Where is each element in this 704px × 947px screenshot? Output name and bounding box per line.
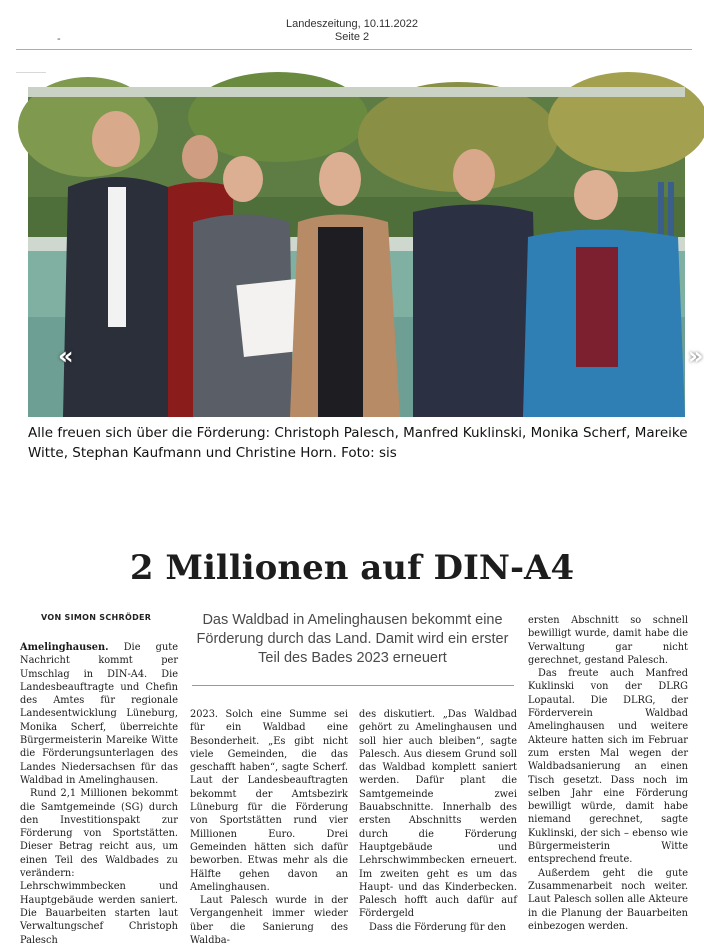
photo-caption: Alle freuen sich über die Förderung: Christoph Palesch, Manfred Kuklinski, Monika Scherf, Mareike Witte, Stephan Kaufmann und Christine Horn. Foto: sis xyxy=(28,425,688,461)
paragraph: Außerdem geht die gute Zusammenarbeit noch weiter. Laut Palesch sollen alle Akteure in die Planung der Bauarbeiten einbezogen werden. xyxy=(528,867,688,932)
page-number: Seite 2 xyxy=(334,31,370,43)
teaser-divider xyxy=(192,685,514,686)
paragraph: 2023. Solch eine Summe sei für ein Waldbad eine Besonderheit. „Es gibt nicht viele Gemeinden, die das geschafft haben“, sagte Scherf. Laut der Landesbeauftragten bekommt der Amtsbezirk Lüneburg für die Förderung von Sportstätten rund vier Millionen Euro. Drei Gemeinden hätten sich dafür beworben. Etwas mehr als die Hälfte gehen davon an Amelinghausen. xyxy=(190,709,348,893)
next-image-button[interactable]: » xyxy=(688,342,704,370)
article-column-2 xyxy=(190,708,348,947)
article-column-1 xyxy=(20,641,178,947)
article-column-4 xyxy=(528,614,688,933)
paragraph: des diskutiert. „Das Waldbad gehört zu Amelinghausen und soll hier auch bleiben“, sagte Palesch. Aus diesem Grund soll das Waldbad komplett saniert werden. Dafür plant die Samtgemeinde zwei Bauabschnitte. Innerhalb des ersten Abschnitts werden durch die Förderung Hauptgebäude und Lehrschwimmbecken erneuert. Im zweiten geht es um das Haupt- und das Kinderbecken. Palesch hofft auch dafür auf Fördergeld xyxy=(359,709,517,920)
paragraph: ersten Abschnitt so schnell bewilligt wurde, damit habe die Verwaltung gar nicht gerechnet, gestand Palesch. xyxy=(528,615,688,666)
article-column-3 xyxy=(359,708,517,934)
paragraph: Laut Palesch wurde in der Vergangenheit immer wieder über die Sanierung des Waldba- xyxy=(190,895,348,947)
header-stub-line xyxy=(16,72,46,73)
dateline: Amelinghausen. xyxy=(20,642,109,653)
header-divider xyxy=(16,49,692,50)
paragraph: Die gute Nachricht kommt per Umschlag in DIN-A4. Die Landesbeauftragte und Chefin des Amtes für regionale Landesentwicklung Lüneburg, Monika Scherf, überreichte Bürgermeisterin Mareike Witte die Förderungsunterlagen des Landes Niedersachsen für das Waldbad in Amelinghausen. xyxy=(20,642,178,786)
photo-scene xyxy=(28,87,685,417)
source-line: Landeszeitung, 10.11.2022 xyxy=(286,18,418,30)
article-photo xyxy=(28,87,704,417)
paragraph: Rund 2,1 Millionen bekommt die Samtgemeinde (SG) durch den Investitionspakt zur Förderung von Sportstätten. Dieser Betrag reicht aus, um einen Teil des Waldbades zu verändern: Lehrschwimmbecken und Hauptgebäude werden saniert. Die Bauarbeiten starten laut Verwaltungschef Christoph Palesch xyxy=(20,788,178,946)
paragraph: Das freute auch Manfred Kuklinski von der DLRG Lopautal. Die DLRG, der Förderverein Waldbad Amelinghausen und weitere Akteure hatten sich im Februar zum ersten Mal wegen der Waldbadsanierung an einen Tisch gesetzt. Dass noch im selben Jahr eine Förderung bewilligt würde, damit habe niemand gerechnet, sagte Kuklinski, der sich – ebenso wie Bürgermeisterin Witte entsprechend freute. xyxy=(528,668,688,866)
header-marker: - xyxy=(57,33,61,45)
article-headline: 2 Millionen auf DIN-A4 xyxy=(129,548,575,588)
page-header xyxy=(0,18,704,44)
article-teaser: Das Waldbad in Amelinghausen bekommt eine Förderung durch das Land. Damit wird ein erster Teil des Bades 2023 erneuert xyxy=(196,612,509,666)
paragraph: Dass die Förderung für den xyxy=(369,921,506,933)
byline: VON SIMON SCHRÖDER xyxy=(41,613,152,622)
previous-image-button[interactable]: « xyxy=(58,342,74,370)
